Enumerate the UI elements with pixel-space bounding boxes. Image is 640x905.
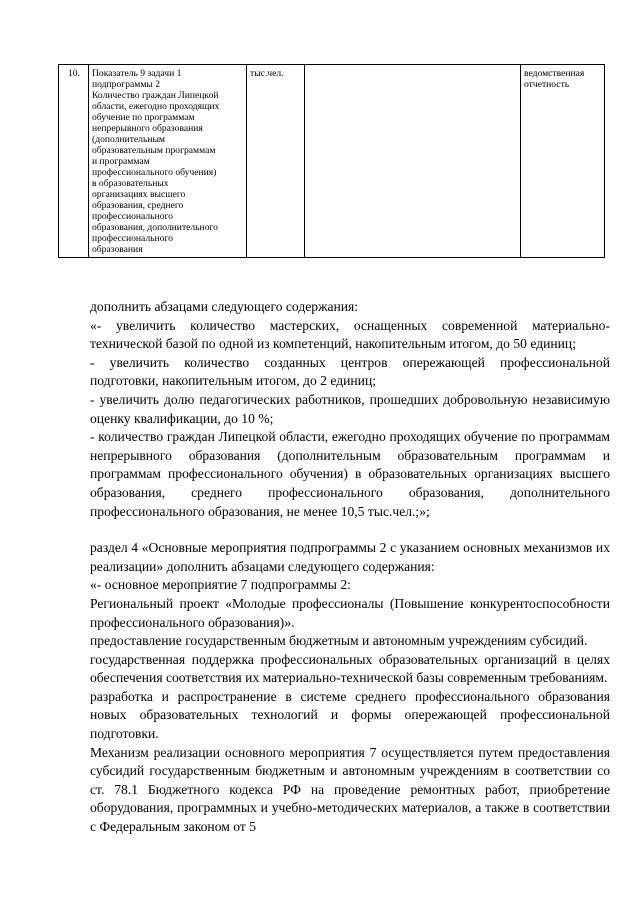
indicator-name-line: образовательным программам — [92, 145, 216, 156]
paragraph-gap — [90, 521, 610, 539]
paragraph: предоставление государственным бюджетным и автономным учреждениям субсидий. — [90, 633, 588, 649]
indicator-name-line: в образовательных — [92, 178, 169, 189]
paragraph: Региональный проект «Молодые профессионалы (Повышение конкурентоспособности профессионального образования)». — [90, 595, 610, 630]
indicator-name-line: образования — [92, 244, 143, 255]
paragraph: - увеличить количество созданных центров опережающей профессиональной подготовки, накопительным итогом, до 2 единиц; — [90, 354, 610, 389]
indicator-name-line: профессионального обучения) — [92, 167, 217, 178]
table-row — [59, 65, 605, 258]
indicator-name-line: и программам — [92, 156, 150, 167]
indicator-name-line: Показатель 9 задачи 1 — [92, 68, 182, 79]
paragraph: - увеличить долю педагогических работников, прошедших добровольную независимую оценку квалификации, до 10 %; — [90, 391, 610, 426]
paragraph: раздел 4 «Основные мероприятия подпрограммы 2 с указанием основных механизмов их реализации» дополнить абзацами следующего содержания: — [90, 540, 610, 574]
indicator-name-line: области, ежегодно проходящих — [92, 101, 220, 112]
paragraph: дополнить абзацами следующего содержания: — [90, 299, 359, 314]
indicator-name-cell — [89, 65, 247, 258]
paragraph: «- основное мероприятие 7 подпрограммы 2: — [90, 577, 351, 593]
indicator-name-line: Количество граждан Липецкой — [92, 90, 219, 101]
paragraph: - количество граждан Липецкой области, ежегодно проходящих обучение по программам непрерывного образования (дополнительным образовательным программам и программам профессионального обучения) в образовательных организациях высшего образования, среднего профессионального образования, дополнительного профессионального образования, не менее 10,5 тыс.чел.;»; — [90, 429, 610, 519]
indicator-name-line: организациях высшего — [92, 189, 186, 200]
indicator-name-line: профессионального — [92, 233, 173, 244]
indicator-table — [58, 64, 605, 258]
empty-value-cell — [305, 65, 521, 258]
paragraph: Механизм реализации основного мероприятия 7 осуществляется путем предоставления субсидий государственным бюджетным и автономным учреждениям в соответствии со ст. 78.1 Бюджетного кодекса РФ на проведение ремонтных работ, приобретение оборудования, программных и учебно-методических материалов, а также в соответствии с Федеральным законом от 5 — [90, 744, 610, 835]
indicator-name-line: (дополнительным — [92, 134, 165, 145]
indicator-name-line: подпрограммы 2 — [92, 79, 161, 90]
source-cell — [521, 65, 605, 258]
source-line: отчетность — [524, 79, 570, 90]
indicator-name-line: образования, среднего — [92, 200, 184, 211]
paragraph: «- увеличить количество мастерских, оснащенных современной материально-технической базой по одной из компетенций, накопительным итогом, до 50 единиц; — [90, 317, 610, 352]
indicator-name-line: образования, дополнительного — [92, 222, 218, 233]
paragraph: разработка и распространение в системе среднего профессионального образования новых образовательных технологий и формы опережающей профессиональной подготовки. — [90, 688, 610, 742]
unit-cell: тыс.чел. — [247, 65, 305, 258]
row-number: 10. — [59, 65, 89, 258]
body-text — [90, 298, 610, 837]
indicator-name-line: профессионального — [92, 211, 173, 222]
indicator-name-line: непрерывного образования — [92, 123, 203, 134]
indicator-name-line: обучение по программам — [92, 112, 195, 123]
source-line: ведомственная — [524, 68, 585, 79]
paragraph: государственная поддержка профессиональных образовательных организаций в целях обеспечения соответствия их материально-технической базы современным требованиям. — [90, 651, 610, 686]
